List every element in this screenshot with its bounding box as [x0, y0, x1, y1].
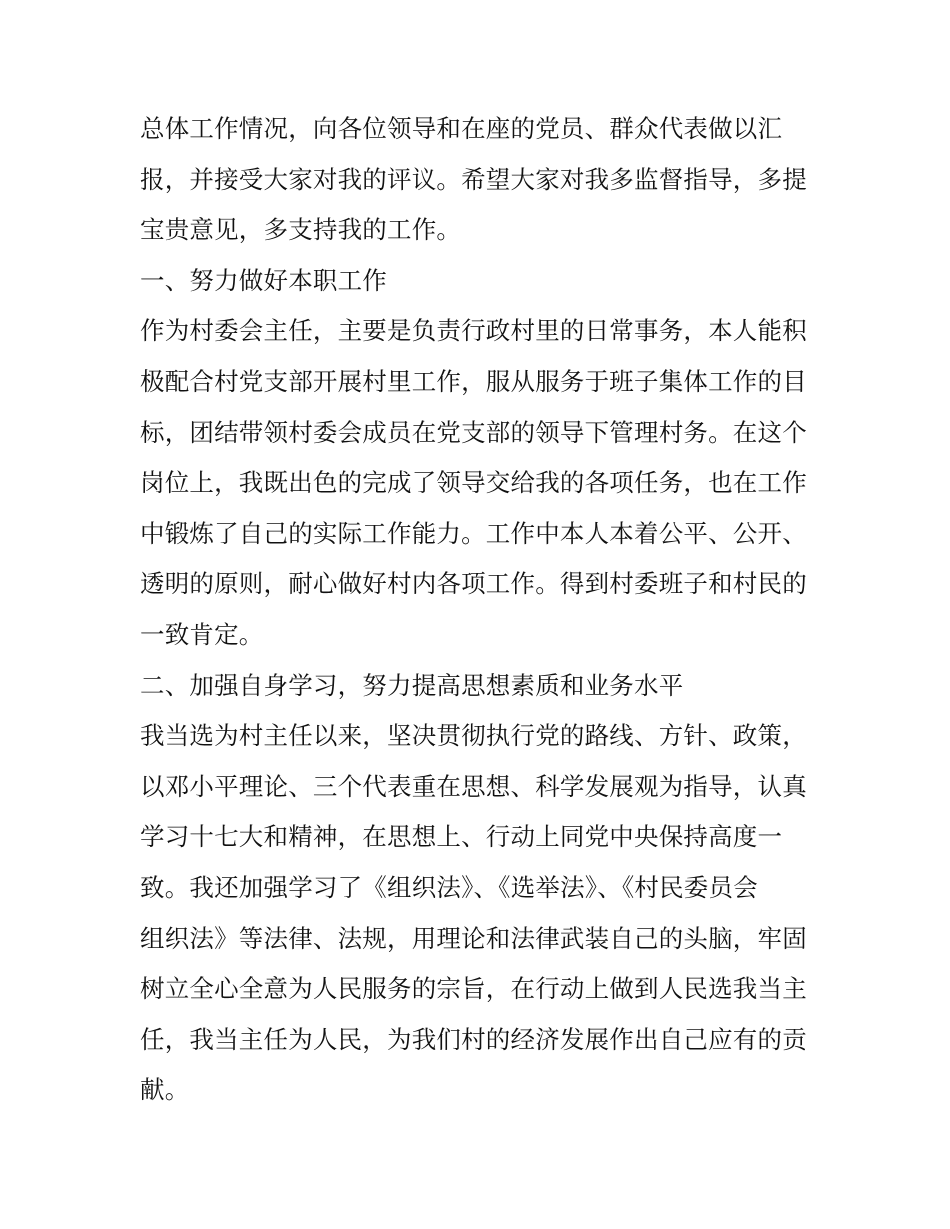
- paragraph-line: 极配合村党支部开展村里工作，服从服务于班子集体工作的目: [140, 366, 807, 396]
- paragraph-line: 以邓小平理论、三个代表重在思想、科学发展观为指导，认真: [140, 771, 807, 801]
- paragraph-line: 组织法》等法律、法规，用理论和法律武装自己的头脑，牢固: [140, 923, 807, 953]
- paragraph-line: 我当选为村主任以来，坚决贯彻执行党的路线、方针、政策，: [140, 721, 807, 751]
- paragraph-line: 献。: [140, 1075, 190, 1105]
- paragraph-line: 致。我还加强学习了《组织法》、《选举法》、《村民委员会: [140, 872, 758, 902]
- paragraph-line: 宝贵意见，多支持我的工作。: [140, 215, 462, 245]
- paragraph-line: 一致肯定。: [140, 619, 264, 649]
- paragraph-line: 树立全心全意为人民服务的宗旨，在行动上做到人民选我当主: [140, 974, 807, 1004]
- paragraph-line: 透明的原则，耐心做好村内各项工作。得到村委班子和村民的: [140, 569, 807, 599]
- paragraph-line: 总体工作情况，向各位领导和在座的党员、群众代表做以汇: [140, 114, 783, 143]
- paragraph-line: 学习十七大和精神，在思想上、行动上同党中央保持高度一: [140, 822, 783, 852]
- paragraph-line: 标，团结带领村委会成员在党支部的领导下管理村务。在这个: [140, 417, 807, 447]
- paragraph-line: 报，并接受大家对我的评议。希望大家对我多监督指导，多提: [140, 164, 807, 194]
- document-body: [140, 104, 820, 1116]
- paragraph-line: 任，我当主任为人民，为我们村的经济发展作出自己应有的贡: [140, 1024, 807, 1054]
- paragraph-line: 作为村委会主任，主要是负责行政村里的日常事务，本人能积: [140, 316, 807, 346]
- paragraph-line: 中锻炼了自己的实际工作能力。工作中本人本着公平、公开、: [140, 518, 807, 548]
- section-heading-1: 一、努力做好本职工作: [140, 265, 387, 295]
- section-heading-2: 二、加强自身学习，努力提高思想素质和业务水平: [140, 670, 684, 700]
- paragraph-line: 岗位上，我既出色的完成了领导交给我的各项任务，也在工作: [140, 468, 807, 498]
